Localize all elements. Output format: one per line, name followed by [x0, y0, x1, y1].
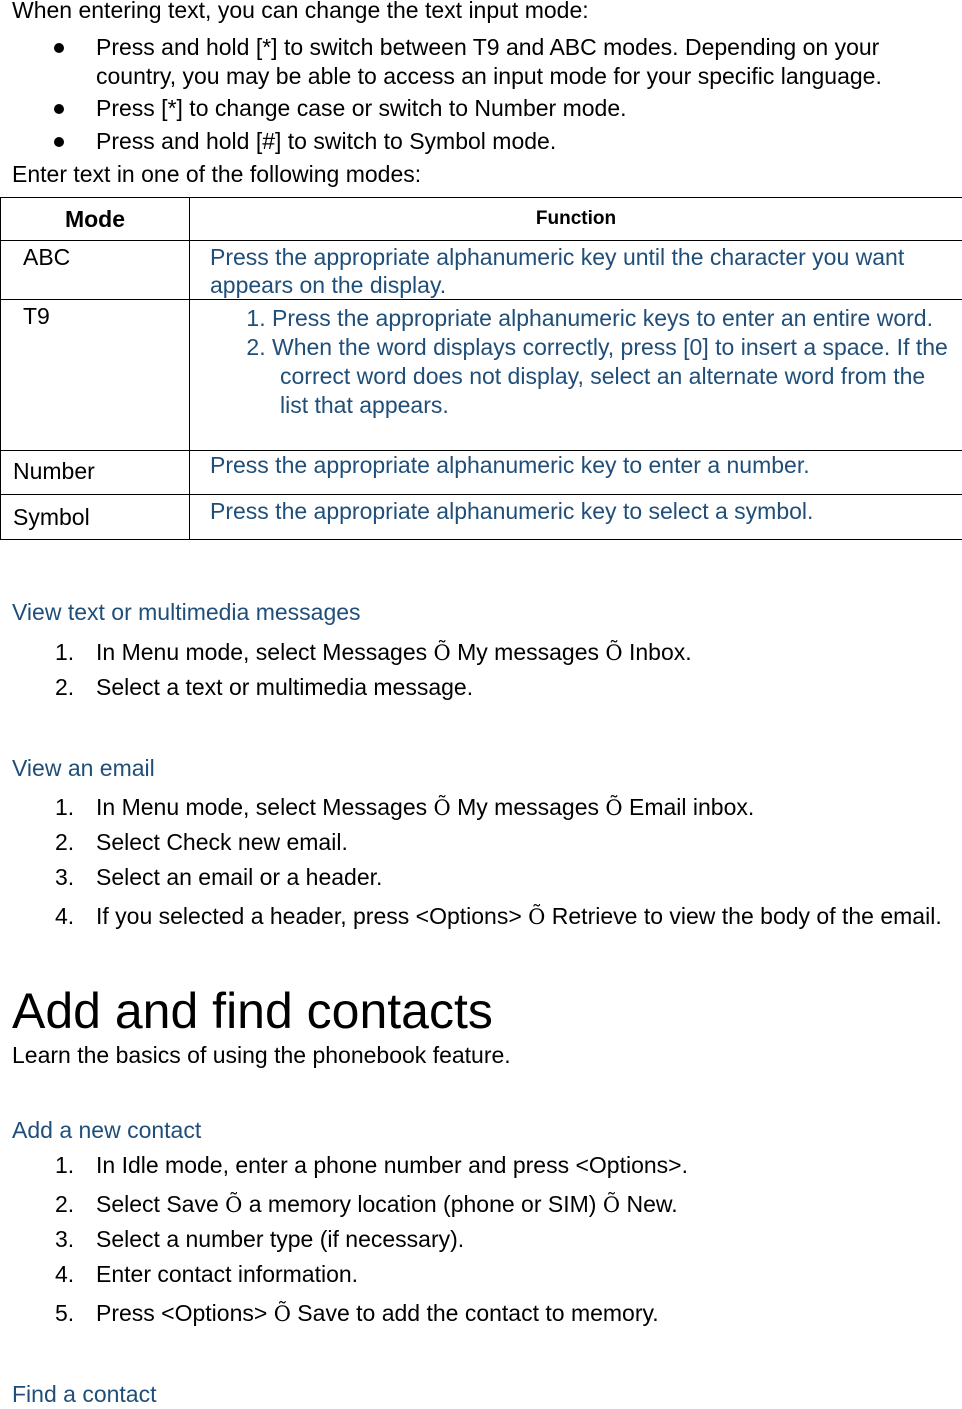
section-heading: View text or multimedia messages	[12, 598, 361, 627]
column-header-mode: Mode	[1, 198, 190, 241]
table-row	[1, 241, 962, 300]
bullet-text: Press [*] to change case or switch to Number mode.	[96, 94, 956, 123]
step-number: 1.	[55, 1151, 74, 1180]
function-cell	[190, 300, 962, 451]
page-title: Add and find contacts	[12, 982, 493, 1040]
step-text: In Menu mode, select Messages Õ My messages Õ Email inbox.	[96, 793, 956, 823]
mode-cell: Symbol	[1, 495, 190, 540]
column-header-function: Function	[190, 198, 962, 241]
input-modes-table	[0, 197, 962, 540]
arrow-icon: Õ	[603, 1193, 620, 1217]
function-cell: Press the appropriate alphanumeric key until the character you want appears on the display.	[190, 241, 962, 300]
arrow-icon: Õ	[434, 796, 451, 820]
section-heading: Find a contact	[12, 1380, 156, 1409]
mode-cell: T9	[1, 300, 190, 451]
list-item: 2. When the word displays correctly, press [0] to insert a space. If the correct word does not display, select an alternate word from the list that appears.	[272, 333, 956, 420]
bullet-text: Press and hold [*] to switch between T9 and ABC modes. Depending on your country, you may be able to access an input mode for your specific language.	[96, 33, 956, 91]
t9-steps-list	[210, 304, 956, 420]
step-number: 2.	[55, 828, 74, 857]
step-number: 2.	[55, 673, 74, 702]
arrow-icon: Õ	[528, 905, 545, 929]
step-text: Select Check new email.	[96, 828, 956, 857]
bullet-item	[0, 127, 962, 157]
step-text: Press <Options> Õ Save to add the contact to memory.	[96, 1299, 956, 1329]
arrow-icon: Õ	[605, 641, 622, 665]
step-text: In Menu mode, select Messages Õ My messages Õ Inbox.	[96, 638, 956, 668]
step-number: 2.	[55, 1190, 74, 1219]
table-row	[1, 300, 962, 451]
table-row	[1, 451, 962, 495]
step-text: Select a text or multimedia message.	[96, 673, 956, 702]
bullet-item	[0, 94, 962, 124]
step-number: 5.	[55, 1299, 74, 1328]
intro-line: When entering text, you can change the text input mode:	[12, 0, 589, 25]
bullet-dot-icon	[54, 43, 64, 53]
function-cell: Press the appropriate alphanumeric key to enter a number.	[190, 451, 962, 495]
bullet-dot-icon	[54, 104, 64, 114]
step-text: Select an email or a header.	[96, 863, 956, 892]
bullet-item	[0, 33, 962, 93]
intro-line: Enter text in one of the following modes:	[12, 160, 421, 189]
arrow-icon: Õ	[225, 1193, 242, 1217]
step-number: 3.	[55, 1225, 74, 1254]
step-text: Enter contact information.	[96, 1260, 956, 1289]
section-heading: View an email	[12, 754, 155, 783]
section-heading: Add a new contact	[12, 1116, 201, 1145]
list-item: 1. Press the appropriate alphanumeric keys to enter an entire word.	[272, 304, 956, 333]
step-number: 4.	[55, 902, 74, 931]
step-text: If you selected a header, press <Options> Õ Retrieve to view the body of the email.	[96, 902, 956, 932]
arrow-icon: Õ	[274, 1302, 291, 1326]
bullet-dot-icon	[54, 137, 64, 147]
step-text: Select a number type (if necessary).	[96, 1225, 956, 1254]
table-header-row	[1, 198, 962, 241]
mode-cell: ABC	[1, 241, 190, 300]
step-number: 1.	[55, 638, 74, 667]
arrow-icon: Õ	[434, 641, 451, 665]
step-number: 1.	[55, 793, 74, 822]
step-number: 3.	[55, 863, 74, 892]
step-text: Select Save Õ a memory location (phone or SIM) Õ New.	[96, 1190, 956, 1220]
mode-cell: Number	[1, 451, 190, 495]
section-intro: Learn the basics of using the phonebook feature.	[12, 1041, 511, 1070]
bullet-text: Press and hold [#] to switch to Symbol mode.	[96, 127, 956, 156]
function-cell: Press the appropriate alphanumeric key to select a symbol.	[190, 495, 962, 540]
table-row	[1, 495, 962, 540]
arrow-icon: Õ	[605, 796, 622, 820]
step-text: In Idle mode, enter a phone number and press <Options>.	[96, 1151, 956, 1180]
step-number: 4.	[55, 1260, 74, 1289]
